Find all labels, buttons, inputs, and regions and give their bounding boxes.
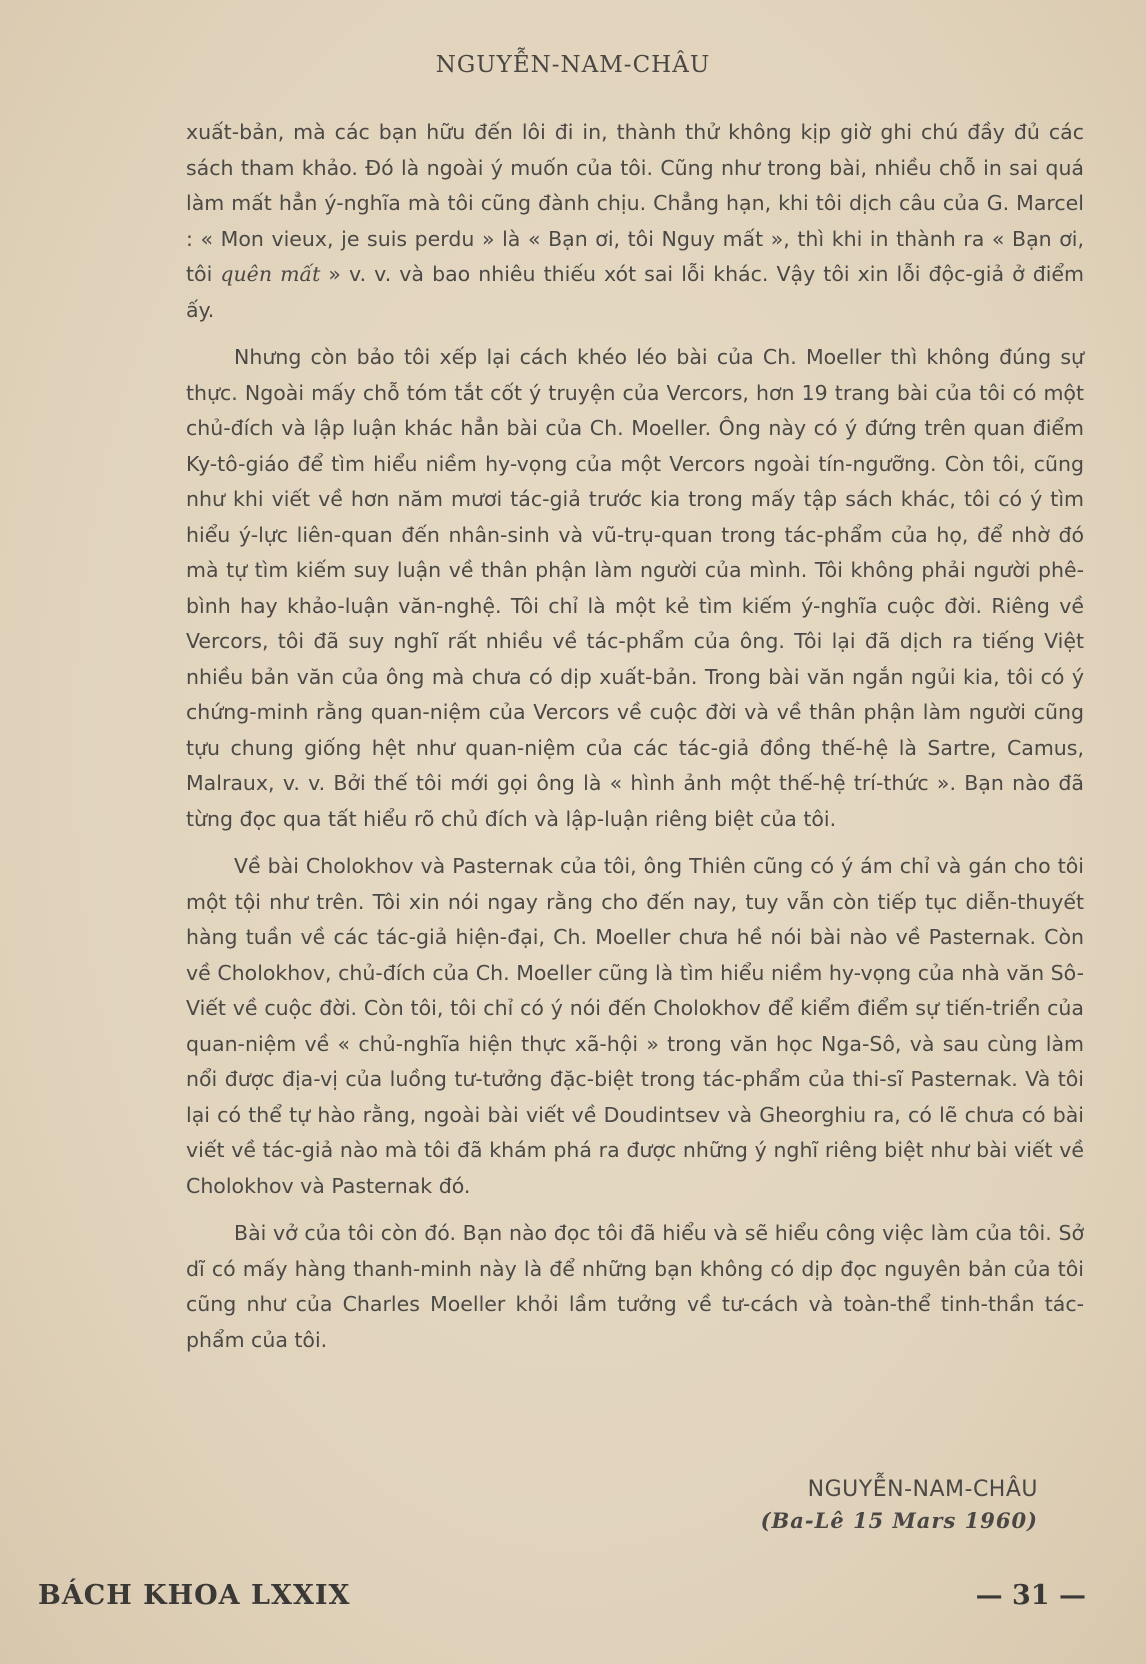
paragraph-2: Nhưng còn bảo tôi xếp lại cách khéo léo bài của Ch. Moeller thì không đúng sự thực. Ngoài mấy chỗ tóm tắt cốt ý truyện của Vercors, hơn 19 trang bài của tôi có một chủ-đích và lập luận khác hẳn bài của Ch. Moeller. Ông này có ý đứng trên quan điểm Ky-tô-giáo để tìm hiểu niềm hy-vọng của một Vercors ngoài tín-ngưỡng. Còn tôi, cũng như khi viết về hơn năm mươi tác-giả trước kia trong mấy tập sách khác, tôi có ý tìm hiểu ý-lực liên-quan đến nhân-sinh và vũ-trụ-quan trong tác-phẩm của họ, để nhờ đó mà tự tìm kiếm suy luận về thân phận làm người của mình. Tôi không phải người phê-bình hay khảo-luận văn-nghệ. Tôi chỉ là một kẻ tìm kiếm ý-nghĩa cuộc đời. Riêng về Vercors, tôi đã suy nghĩ rất nhiều về tác-phẩm của ông. Tôi lại đã dịch ra tiếng Việt nhiều bản văn của ông mà chưa có dịp xuất-bản. Trong bài văn ngắn ngủi kia, tôi có ý chứng-minh rằng quan-niệm của Vercors về cuộc đời và về thân phận làm người cũng tựu chung giống hệt như quan-niệm của các tác-giả đồng thế-hệ là Sartre, Camus, Malraux, v. v. Bởi thế tôi mới gọi ông là « hình ảnh một thế-hệ trí-thức ». Bạn nào đã từng đọc qua tất hiểu rõ chủ đích và lập-luận riêng biệt của tôi. (186, 345, 1084, 831)
paragraph-4: Bài vở của tôi còn đó. Bạn nào đọc tôi đã hiểu và sẽ hiểu công việc làm của tôi. Sở dĩ có mấy hàng thanh-minh này là để những bạn không có dịp đọc nguyên bản của tôi cũng như của Charles Moeller khỏi lầm tưởng về tư-cách và toàn-thể tinh-thần tác-phẩm của tôi. (186, 1221, 1084, 1352)
article-body (186, 115, 1084, 1370)
paragraph-1-text: xuất-bản, mà các bạn hữu đến lôi đi in, thành thử không kịp giờ ghi chú đầy đủ các sách tham khảo. Đó là ngoài ý muốn của tôi. Cũng như trong bài, nhiều chỗ in sai quá làm mất hẳn ý-nghĩa mà tôi cũng đành chịu. Chẳng hạn, khi tôi dịch câu của G. Marcel : « Mon vieux, je suis perdu » là « Bạn ơi, tôi Nguy mất », thì khi in thành ra « Bạn ơi, tôi (186, 120, 1084, 286)
publication-name: BÁCH KHOA LXXIX (38, 1580, 351, 1611)
paragraph-1-italic: quên mất (220, 262, 321, 286)
signature-date: (Ba-Lê 15 Mars 1960) (760, 1508, 1038, 1533)
paragraph-3: Về bài Cholokhov và Pasternak của tôi, ông Thiên cũng có ý ám chỉ và gán cho tôi một tội như trên. Tôi xin nói ngay rằng cho đến nay, tuy vẫn còn tiếp tục diễn-thuyết hàng tuần về các tác-giả hiện-đại, Ch. Moeller chưa hề nói bài nào về Pasternak. Còn về Cholokhov, chủ-đích của Ch. Moeller cũng là tìm hiểu niềm hy-vọng của nhà văn Sô-Viết về cuộc đời. Còn tôi, tôi chỉ có ý nói đến Cholokhov để kiểm điểm sự tiến-triển của quan-niệm về « chủ-nghĩa hiện thực xã-hội » trong văn học Nga-Sô, và sau cùng làm nổi được địa-vị của luồng tư-tưởng đặc-biệt trong tác-phẩm của thi-sĩ Pasternak. Và tôi lại có thể tự hào rằng, ngoài bài viết về Doudintsev và Gheorghiu ra, có lẽ chưa có bài viết về tác-giả nào mà tôi đã khám phá ra được những ý nghĩ riêng biệt như bài viết về Cholokhov và Pasternak đó. (186, 854, 1084, 1198)
running-head: NGUYỄN-NAM-CHÂU (435, 52, 711, 78)
paragraph-1 (186, 115, 1084, 328)
paragraph-1-end: » v. v. và bao nhiêu thiếu xót sai lỗi khác. Vậy tôi xin lỗi độc-giả ở điểm ấy. (186, 262, 1085, 322)
author-signature: NGUYỄN-NAM-CHÂU (807, 1477, 1038, 1502)
signature-block (761, 1477, 1038, 1533)
page-number: — 31 — (975, 1580, 1086, 1611)
